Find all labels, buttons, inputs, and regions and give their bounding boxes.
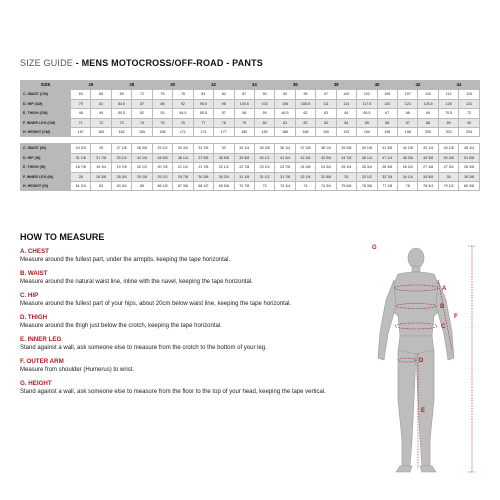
table-cell: 28 (71, 172, 91, 181)
table-cell: 30 3/4 (173, 144, 193, 153)
table-cell: 34 1/4 (132, 153, 152, 162)
table-cell: 108.5 (295, 99, 315, 108)
table-cell: 26 3/8 (377, 163, 397, 172)
table-cell: 39 3/8 (336, 144, 356, 153)
table-cell: 100.5 (234, 99, 254, 108)
table-cell: 190 (316, 128, 336, 137)
table-cell: 27 1/8 (111, 144, 131, 153)
table-cell: 29 1/2 (152, 172, 172, 181)
table-cell: 64 (336, 109, 356, 118)
table-cell: 65.5 (357, 109, 377, 118)
size-table (20, 80, 480, 191)
row-label: C. WAIST (IN) (21, 144, 71, 153)
page-title (20, 58, 263, 68)
size-header-row (21, 81, 480, 90)
table-cell: 107 (398, 90, 418, 99)
table-cell: 45 1/4 (459, 144, 480, 153)
table-cell: 87 (132, 99, 152, 108)
table-cell: 117.5 (357, 99, 377, 108)
measure-list (20, 248, 365, 396)
table-cell: 57 (214, 109, 234, 118)
table-cell: 123 (398, 99, 418, 108)
table-cell: 20 1/2 (132, 163, 152, 172)
table-cell: 46 1/4 (357, 153, 377, 162)
table-row (21, 153, 480, 162)
row-label: H. HEIGHT (CM) (21, 128, 71, 137)
row-label: H. HEIGHT (IN) (21, 182, 71, 191)
table-row (21, 118, 480, 127)
table-cell: 103 (254, 99, 274, 108)
table-cell: 76 (173, 118, 193, 127)
size-header-cell: 26 (71, 81, 112, 90)
table-cell: 84 (214, 90, 234, 99)
table-cell: 65 (132, 182, 152, 191)
table-cell: 92 (275, 90, 295, 99)
table-cell: 21 1/2 (173, 163, 193, 172)
size-header-cell: 42 (398, 81, 439, 90)
table-cell: 26 3/4 (398, 163, 418, 172)
table-cell: 63 (91, 182, 111, 191)
measure-description: Measure around the fullest part of your hips, about 20cm below waist line, keeping the tape horizontal. (20, 301, 292, 307)
row-label: D. HIP (CM) (21, 99, 71, 108)
table-row (21, 128, 480, 137)
table-cell: 111 (316, 99, 336, 108)
table-cell: 77 (193, 118, 213, 127)
measure-item (20, 380, 365, 396)
table-cell: 98 (214, 99, 234, 108)
table-cell: 183 (254, 128, 274, 137)
table-cell: 87 (398, 118, 418, 127)
table-cell: 75 (152, 118, 172, 127)
table-cell: 86 (377, 118, 397, 127)
table-cell: 31 7/8 (275, 172, 295, 181)
table-cell: 90 (459, 118, 480, 127)
table-cell: 74 3/4 (316, 182, 336, 191)
table-cell: 31 1/2 (254, 172, 274, 181)
table-cell: 22 1/2 (214, 163, 234, 172)
size-header-cell: 40 (357, 81, 398, 90)
table-row (21, 172, 480, 181)
table-cell: 85 (357, 118, 377, 127)
table-cell: 131 (459, 99, 480, 108)
label-g: G (372, 245, 377, 251)
table-cell: 51 5/8 (459, 153, 480, 162)
table-cell: 29 1/8 (132, 172, 152, 181)
table-cell: 24 3/4 (71, 144, 91, 153)
table-cell: 21 7/8 (193, 163, 213, 172)
size-header-cell: 32 (193, 81, 234, 90)
table-cell: 20 7/8 (152, 163, 172, 172)
table-cell: 106 (275, 99, 295, 108)
table-cell: 81 (275, 118, 295, 127)
title-main: - MENS MOTOCROSS/OFF-ROAD - PANTS (73, 58, 263, 68)
table-cell: 36 1/4 (275, 144, 295, 153)
table-cell: 89 (438, 118, 458, 127)
row-label: F. INNER LEG (CM) (21, 118, 71, 127)
table-cell: 19 1/4 (91, 163, 111, 172)
table-cell: 28 3/8 (91, 172, 111, 181)
table-row (21, 109, 480, 118)
table-cell: 63 (316, 109, 336, 118)
table-cell: 168 (152, 128, 172, 137)
body-figure-svg (368, 240, 480, 480)
table-cell: 78 (398, 182, 418, 191)
table-cell: 74 (132, 118, 152, 127)
table-cell: 128 (438, 99, 458, 108)
table-cell: 78 3/4 (418, 182, 438, 191)
table-cell: 28 3/4 (111, 172, 131, 181)
table-row (21, 90, 480, 99)
table-cell: 35 (438, 172, 458, 181)
measure-item (20, 336, 365, 352)
table-cell: 81 (91, 99, 111, 108)
measure-item (20, 292, 365, 308)
table-cell: 24 3/4 (316, 163, 336, 172)
table-cell: 44 7/8 (336, 153, 356, 162)
table-cell: 79 1/2 (438, 182, 458, 191)
table-cell: 27 1/8 (418, 163, 438, 172)
table-cell: 171 (173, 128, 193, 137)
table-cell: 33 1/2 (357, 172, 377, 181)
table-cell: 95.5 (193, 99, 213, 108)
table-cell: 39 5/8 (234, 153, 254, 162)
table-cell: 66 1/8 (152, 182, 172, 191)
measure-item (20, 358, 365, 374)
size-header-cell: 36 (275, 81, 316, 90)
table-cell: 75 (152, 90, 172, 99)
measure-item (20, 270, 365, 286)
table-cell: 115 (459, 90, 480, 99)
table-cell: 28 3/8 (132, 144, 152, 153)
table-cell: 37 5/8 (193, 153, 213, 162)
table-cell: 40 1/2 (254, 153, 274, 162)
table-cell: 88 (418, 118, 438, 127)
table-cell: 61 3/4 (71, 182, 91, 191)
table-cell: 49 (91, 109, 111, 118)
size-header-label: SIZE (21, 81, 71, 90)
size-header-cell: 38 (316, 81, 357, 90)
label-e: E (421, 408, 426, 414)
measure-title: D. THIGH (20, 314, 48, 321)
measure-description: Measure around the natural waist line, inline with the navel, keeping the tape horizontal. (20, 279, 253, 285)
table-cell: 22 7/8 (234, 163, 254, 172)
table-cell: 40 1/8 (357, 144, 377, 153)
table-cell: 47 1/4 (377, 153, 397, 162)
table-cell: 174 (193, 128, 213, 137)
table-cell: 34 1/4 (234, 144, 254, 153)
table-cell: 41 3/4 (275, 153, 295, 162)
table-cell: 125.5 (418, 99, 438, 108)
table-cell: 90 (254, 90, 274, 99)
table-cell: 19 7/8 (111, 163, 131, 172)
table-cell: 177 (214, 128, 234, 137)
row-label: C. WAIST (CM) (21, 90, 71, 99)
measure-description: Stand against a wall, ask someone else to measure from the crotch to the bottom of your leg. (20, 345, 267, 351)
table-cell: 55.5 (193, 109, 213, 118)
table-cell: 69 (418, 109, 438, 118)
row-label: D. HIP (IN) (21, 153, 71, 162)
table-cell: 180 (234, 128, 254, 137)
table-cell: 79 (71, 99, 91, 108)
table-cell: 27 3/4 (438, 163, 458, 172)
table-cell: 33 7/8 (377, 172, 397, 181)
table-cell: 192 (336, 128, 356, 137)
table-cell: 38 5/8 (214, 153, 234, 162)
table-cell: 194 (357, 128, 377, 137)
table-cell: 110 (418, 90, 438, 99)
table-cell: 95 (295, 90, 315, 99)
table-cell: 42 1/8 (398, 144, 418, 153)
size-header-cell: 28 (111, 81, 152, 90)
table-cell: 92 (173, 99, 193, 108)
table-cell: 23 1/4 (254, 163, 274, 172)
table-cell: 83 (316, 118, 336, 127)
table-cell: 188 (295, 128, 315, 137)
table-cell: 32 5/8 (316, 172, 336, 181)
table-cell: 72 (459, 109, 480, 118)
table-cell: 160 (91, 128, 111, 137)
table-cell: 196 (377, 128, 397, 137)
how-to-measure-section (20, 232, 365, 402)
label-c: C (441, 324, 446, 330)
table-cell: 59 (254, 109, 274, 118)
table-cell: 42 3/4 (295, 153, 315, 162)
table-cell: 70 7/8 (234, 182, 254, 191)
measure-title: B. WAIST (20, 270, 48, 277)
size-header-cell: 44 (438, 81, 479, 90)
table-cell: 33 (214, 144, 234, 153)
table-cell: 29 1/2 (152, 144, 172, 153)
table-cell: 84.5 (111, 99, 131, 108)
table-cell: 34 5/8 (152, 153, 172, 162)
size-header-cell: 30 (152, 81, 193, 90)
table-cell: 204 (459, 128, 480, 137)
label-a: A (442, 286, 447, 292)
table-cell: 23 7/8 (275, 163, 295, 172)
table-cell: 165 (132, 128, 152, 137)
table-cell: 31 1/8 (71, 153, 91, 162)
table-cell: 43 3/4 (316, 153, 336, 162)
table-cell: 69 5/8 (214, 182, 234, 191)
table-cell: 50.5 (111, 109, 131, 118)
table-cell: 97 (316, 90, 336, 99)
measure-description: Stand against a wall, ask someone else to measure from the floor to the top of your head, keeping the tape vertical. (20, 389, 326, 395)
table-cell: 200 (418, 128, 438, 137)
table-cell: 31 7/8 (193, 144, 213, 153)
table-cell: 84 (336, 118, 356, 127)
table-cell: 25 1/4 (336, 163, 356, 172)
measure-item (20, 314, 365, 330)
table-cell: 38 1/4 (316, 144, 336, 153)
measure-item (20, 248, 365, 264)
table-cell: 88 (152, 99, 172, 108)
table-cell: 69 (111, 90, 131, 99)
table-cell: 52 (132, 109, 152, 118)
table-cell: 76 3/8 (357, 182, 377, 191)
table-cell: 53 (152, 109, 172, 118)
table-cell: 50 3/8 (438, 153, 458, 162)
table-cell: 80 (254, 118, 274, 127)
table-cell: 34 5/8 (418, 172, 438, 181)
table-cell: 58 (234, 109, 254, 118)
table-cell: 34 1/4 (398, 172, 418, 181)
measure-title: F. OUTER ARM (20, 358, 64, 365)
table-cell: 60.5 (275, 109, 295, 118)
table-cell: 35 3/8 (459, 172, 480, 181)
table-cell: 74 (295, 182, 315, 191)
table-cell: 68 1/2 (193, 182, 213, 191)
table-cell: 48 (71, 109, 91, 118)
table-cell: 157 (71, 128, 91, 137)
table-cell: 36 1/4 (173, 153, 193, 162)
label-f: F (454, 314, 458, 320)
table-cell: 198 (398, 128, 418, 137)
table-cell: 68 (398, 109, 418, 118)
table-cell: 66 (91, 90, 111, 99)
measure-description: Measure around the fullest part, under the armpits, keeping the tape horizontal. (20, 257, 231, 263)
table-cell: 25 3/4 (357, 163, 377, 172)
table-cell: 71 (71, 118, 91, 127)
table-cell: 67 (377, 109, 397, 118)
table-cell: 33 1/4 (111, 153, 131, 162)
measure-description: Measure around the thigh just below the crotch, keeping the tape horizontal. (20, 323, 222, 329)
table-cell: 37 3/8 (295, 144, 315, 153)
row-label: E. THIGH (IN) (21, 163, 71, 172)
table-cell: 31 1/8 (234, 172, 254, 181)
measure-title: C. HIP (20, 292, 39, 299)
measure-title: E. INNER LEG (20, 336, 62, 343)
table-cell: 54.5 (173, 109, 193, 118)
title-prefix: SIZE GUIDE (20, 58, 74, 68)
measure-title: G. HEIGHT (20, 380, 52, 387)
table-row (21, 163, 480, 172)
row-label: E. THIGH (CM) (21, 109, 71, 118)
table-cell: 72 (91, 118, 111, 127)
table-cell: 79 (234, 118, 254, 127)
table-cell: 114 (336, 99, 356, 108)
table-cell: 43 1/4 (418, 144, 438, 153)
table-cell: 78 (173, 90, 193, 99)
table-cell: 202 (438, 128, 458, 137)
table-row (21, 144, 480, 153)
table-cell: 77 1/8 (377, 182, 397, 191)
table-cell: 31 7/8 (91, 153, 111, 162)
table-cell: 26 (91, 144, 111, 153)
table-cell: 78 (214, 118, 234, 127)
table-row (21, 182, 480, 191)
table-cell: 82 (295, 118, 315, 127)
spacer-cell (21, 137, 480, 144)
table-cell: 24 3/8 (295, 163, 315, 172)
table-cell: 120 (377, 99, 397, 108)
table-cell: 80 3/8 (459, 182, 480, 191)
table-cell: 162 (111, 128, 131, 137)
measure-description: Measure from shoulder (Humerus) to wrist. (20, 367, 135, 373)
table-cell: 44 1/8 (438, 144, 458, 153)
table-cell: 81 (193, 90, 213, 99)
how-to-measure-heading: HOW TO MEASURE (20, 232, 105, 242)
table-cell: 72 (132, 90, 152, 99)
row-label: F. INNER LEG (IN) (21, 172, 71, 181)
table-spacer (21, 137, 480, 144)
label-d: D (419, 358, 424, 364)
table-cell: 63 (71, 90, 91, 99)
size-header-cell: 34 (234, 81, 275, 90)
table-cell: 102 (357, 90, 377, 99)
table-cell: 28 3/8 (459, 163, 480, 172)
table-cell: 29 7/8 (173, 172, 193, 181)
table-cell: 30 3/8 (193, 172, 213, 181)
table-row (21, 99, 480, 108)
table-cell: 87 (234, 90, 254, 99)
table-cell: 30 3/4 (214, 172, 234, 181)
table-cell: 100 (336, 90, 356, 99)
table-cell: 75 5/8 (336, 182, 356, 191)
table-cell: 33 (336, 172, 356, 181)
table-cell: 67 3/8 (173, 182, 193, 191)
table-cell: 62 (295, 109, 315, 118)
table-cell: 49 3/8 (418, 153, 438, 162)
table-cell: 70.5 (438, 109, 458, 118)
table-cell: 48 3/8 (398, 153, 418, 162)
label-b: B (440, 304, 445, 310)
table-cell: 35 3/8 (254, 144, 274, 153)
table-cell: 112 (438, 90, 458, 99)
table-cell: 32 1/4 (295, 172, 315, 181)
body-measurement-figure (368, 240, 480, 480)
table-cell: 73 (111, 118, 131, 127)
table-cell: 63 3/4 (111, 182, 131, 191)
measure-title: A. CHEST (20, 248, 49, 255)
table-cell: 41 3/8 (377, 144, 397, 153)
table-cell: 105 (377, 90, 397, 99)
table-cell: 73 1/4 (275, 182, 295, 191)
table-cell: 186 (275, 128, 295, 137)
table-cell: 18 7/8 (71, 163, 91, 172)
table-cell: 72 (254, 182, 274, 191)
